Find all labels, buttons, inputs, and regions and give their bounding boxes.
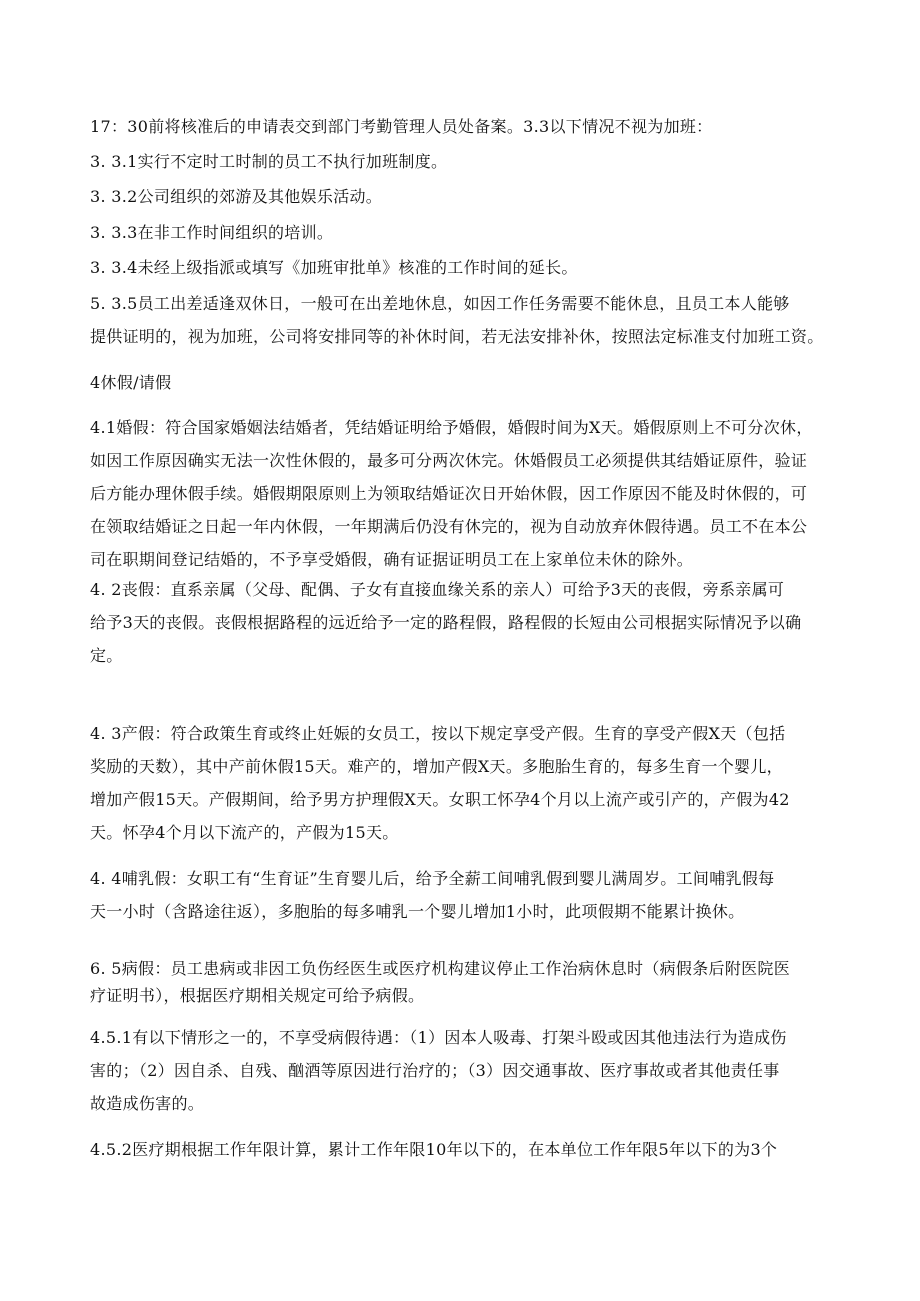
text-line: 疗证明书），根据医疗期相关规定可给予病假。 <box>90 986 425 1005</box>
paragraph-nursing-leave <box>90 862 835 928</box>
paragraph-3-3-1 <box>90 145 835 178</box>
text-line: 4.1婚假：符合国家婚姻法结婚者，凭结婚证明给予婚假，婚假时间为X天。婚假原则上不可分次休， <box>90 418 813 437</box>
text-line: 提供证明的，视为加班，公司将安排同等的补休时间，若无法安排补休，按照法定标准支付加班工资。 <box>90 327 824 346</box>
paragraph-3-3-3 <box>90 216 835 249</box>
text-line: 如因工作原因确实无法一次性休假的，最多可分两次休完。休婚假员工必须提供其结婚证原件，验证 <box>90 451 808 470</box>
paragraph-marriage-leave <box>90 411 835 576</box>
paragraph-3-3-5 <box>90 287 835 353</box>
paragraph-3-3-2 <box>90 180 835 213</box>
text-line: 3. 3.4未经上级指派或填写《加班审批单》核准的工作时间的延长。 <box>90 258 578 277</box>
text-line: 4. 2丧假：直系亲属（父母、配偶、子女有直接血缘关系的亲人）可给予3天的丧假，旁系亲属可 <box>90 580 785 599</box>
text-line: 4.5.1有以下情形之一的，不享受病假待遇：（1）因本人吸毒、打架斗殴或因其他违法行为造成伤 <box>90 1028 787 1047</box>
paragraph-maternity-leave <box>90 717 835 849</box>
text-line: 增加产假15天。产假期间，给予男方护理假X天。女职工怀孕4个月以上流产或引产的，产假为42 <box>90 790 790 809</box>
paragraph-sick-leave <box>90 955 835 1009</box>
text-line: 3. 3.3在非工作时间组织的培训。 <box>90 223 334 242</box>
paragraph-bereavement-leave <box>90 573 835 672</box>
text-line: 给予3天的丧假。丧假根据路程的远近给予一定的路程假，路程假的长短由公司根据实际情况予以确 <box>90 613 802 632</box>
text-line: 4. 3产假：符合政策生育或终止妊娠的女员工，按以下规定享受产假。生育的享受产假X天（包括 <box>90 724 786 743</box>
text-line: 后方能办理休假手续。婚假期限原则上为领取结婚证次日开始休假，因工作原因不能及时休假的，可 <box>90 484 808 503</box>
text-line: 定。 <box>90 646 123 665</box>
text-line: 天一小时（含路途往返），多胞胎的每多哺乳一个婴儿增加1小时，此项假期不能累计换休。 <box>90 902 745 921</box>
section-heading: 4休假/请假 <box>90 373 172 392</box>
text-line: 故造成伤害的。 <box>90 1094 205 1113</box>
text-line: 天。怀孕4个月以下流产的，产假为15天。 <box>90 823 399 842</box>
text-line: 奖励的天数），其中产前休假15天。难产的，增加产假X天。多胞胎生育的，每多生育一个婴儿， <box>90 757 783 776</box>
paragraph-4-5-1 <box>90 1021 835 1120</box>
text-line: 4. 4哺乳假：女职工有“生育证”生育婴儿后，给予全薪工间哺乳假到婴儿满周岁。工间哺乳假每 <box>90 869 775 888</box>
paragraph-3-3-4 <box>90 251 835 284</box>
paragraph-overtime-filing <box>90 110 835 143</box>
text-line: 4.5.2医疗期根据工作年限计算，累计工作年限10年以下的，在本单位工作年限5年以下的为3个 <box>90 1140 778 1159</box>
text-line: 5. 3.5员工出差适逢双休日，一般可在出差地休息，如因工作任务需要不能休息，且员工本人能够 <box>90 294 790 313</box>
text-line: 3. 3.2公司组织的郊游及其他娱乐活动。 <box>90 187 383 206</box>
text-line: 3. 3.1实行不定时工时制的员工不执行加班制度。 <box>90 152 448 171</box>
paragraph-4-5-2 <box>90 1133 835 1166</box>
text-line: 在领取结婚证之日起一年内休假，一年期满后仍没有休完的，视为自动放弃休假待遇。员工不在本公 <box>90 517 808 536</box>
text-line: 害的；（2）因自杀、自残、酗酒等原因进行治疗的；（3）因交通事故、医疗事故或者其他责任事 <box>90 1061 780 1080</box>
text-line: 6. 5病假：员工患病或非因工负伤经医生或医疗机构建议停止工作治病休息时（病假条后附医院医 <box>90 959 791 978</box>
section-heading-leave <box>90 366 835 399</box>
text-line: 17：30前将核准后的申请表交到部门考勤管理人员处备案。3.3以下情况不视为加班： <box>90 117 713 136</box>
text-line: 司在职期间登记结婚的，不予享受婚假，确有证据证明员工在上家单位未休的除外。 <box>90 550 694 569</box>
